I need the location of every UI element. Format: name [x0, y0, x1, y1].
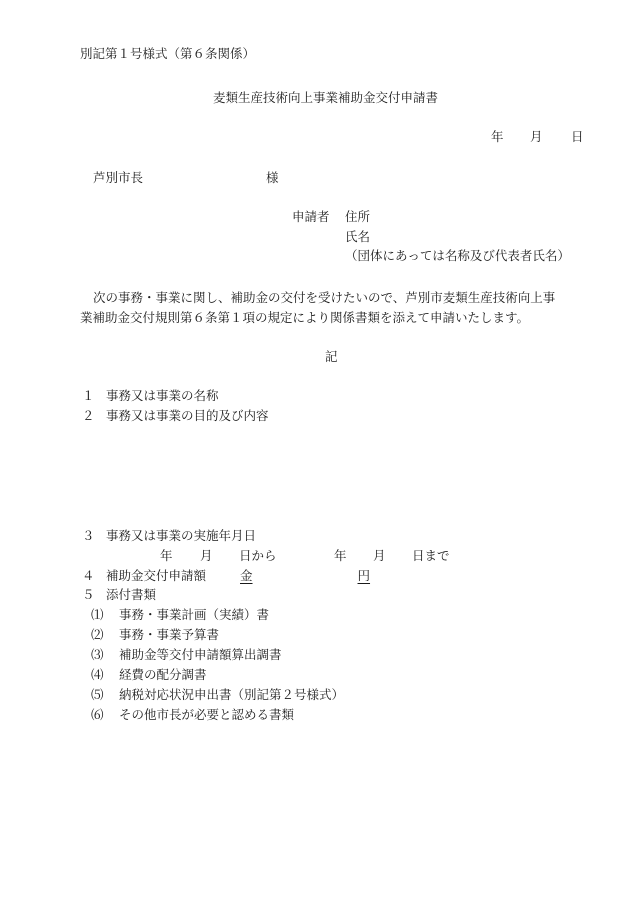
- attachment-4-text: 経費の配分調書: [119, 667, 207, 682]
- period-end-day: 日まで: [412, 548, 450, 563]
- item-3-number: ３: [82, 528, 95, 543]
- period-start-year: 年: [160, 548, 173, 563]
- period-end-month: 月: [373, 548, 386, 563]
- addressee-honorific: 様: [266, 170, 279, 185]
- applicant-name-label: 氏名: [345, 229, 371, 244]
- applicant-label: 申請者: [292, 209, 330, 224]
- attachment-5-number: ⑸: [91, 687, 104, 702]
- body-line-2: 業補助金交付規則第６条第１項の規定により関係書類を添えて申請いたします。: [80, 310, 530, 325]
- date-year: 年: [491, 129, 504, 144]
- document-title: 麦類生産技術向上事業補助金交付申請書: [213, 90, 439, 105]
- addressee-name: 芦別市長: [93, 170, 144, 185]
- date-day: 日: [571, 129, 584, 144]
- attachment-5-text: 納税対応状況申出書（別記第２号様式）: [119, 687, 345, 702]
- item-2-number: ２: [82, 408, 95, 423]
- attachment-6-number: ⑹: [91, 707, 104, 722]
- item-4-number: ４: [82, 568, 95, 583]
- period-start-day: 日から: [239, 548, 277, 563]
- period-end-year: 年: [334, 548, 347, 563]
- attachment-2-number: ⑵: [91, 627, 104, 642]
- amount-suffix: 円: [357, 568, 371, 583]
- attachment-4-number: ⑷: [91, 667, 104, 682]
- date-month: 月: [530, 129, 543, 144]
- attachment-1-text: 事務・事業計画（実績）書: [119, 607, 270, 622]
- attachment-6-text: その他市長が必要と認める書類: [119, 707, 295, 722]
- applicant-note: （団体にあっては名称及び代表者氏名）: [345, 248, 570, 263]
- ki-heading: 記: [325, 349, 338, 364]
- period-start-month: 月: [200, 548, 213, 563]
- item-1-text: 事務又は事業の名称: [106, 388, 219, 403]
- body-line-1: 次の事務・事業に関し、補助金の交付を受けたいので、芦別市麦類生産技術向上事: [93, 290, 556, 305]
- item-1-number: １: [82, 388, 95, 403]
- attachment-3-number: ⑶: [91, 647, 104, 662]
- item-3-text: 事務又は事業の実施年月日: [106, 528, 257, 543]
- attachment-2-text: 事務・事業予算書: [119, 627, 220, 642]
- amount-field: [240, 570, 370, 583]
- applicant-address-label: 住所: [345, 209, 371, 224]
- attachment-3-text: 補助金等交付申請額算出調書: [119, 647, 282, 662]
- item-2-text: 事務又は事業の目的及び内容: [106, 408, 269, 423]
- attachment-1-number: ⑴: [91, 607, 104, 622]
- item-5-text: 添付書類: [106, 587, 157, 602]
- form-label: 別記第１号様式（第６条関係）: [80, 46, 256, 61]
- item-5-number: ５: [82, 587, 95, 602]
- item-4-text: 補助金交付申請額: [106, 568, 207, 583]
- amount-prefix: 金: [240, 568, 253, 583]
